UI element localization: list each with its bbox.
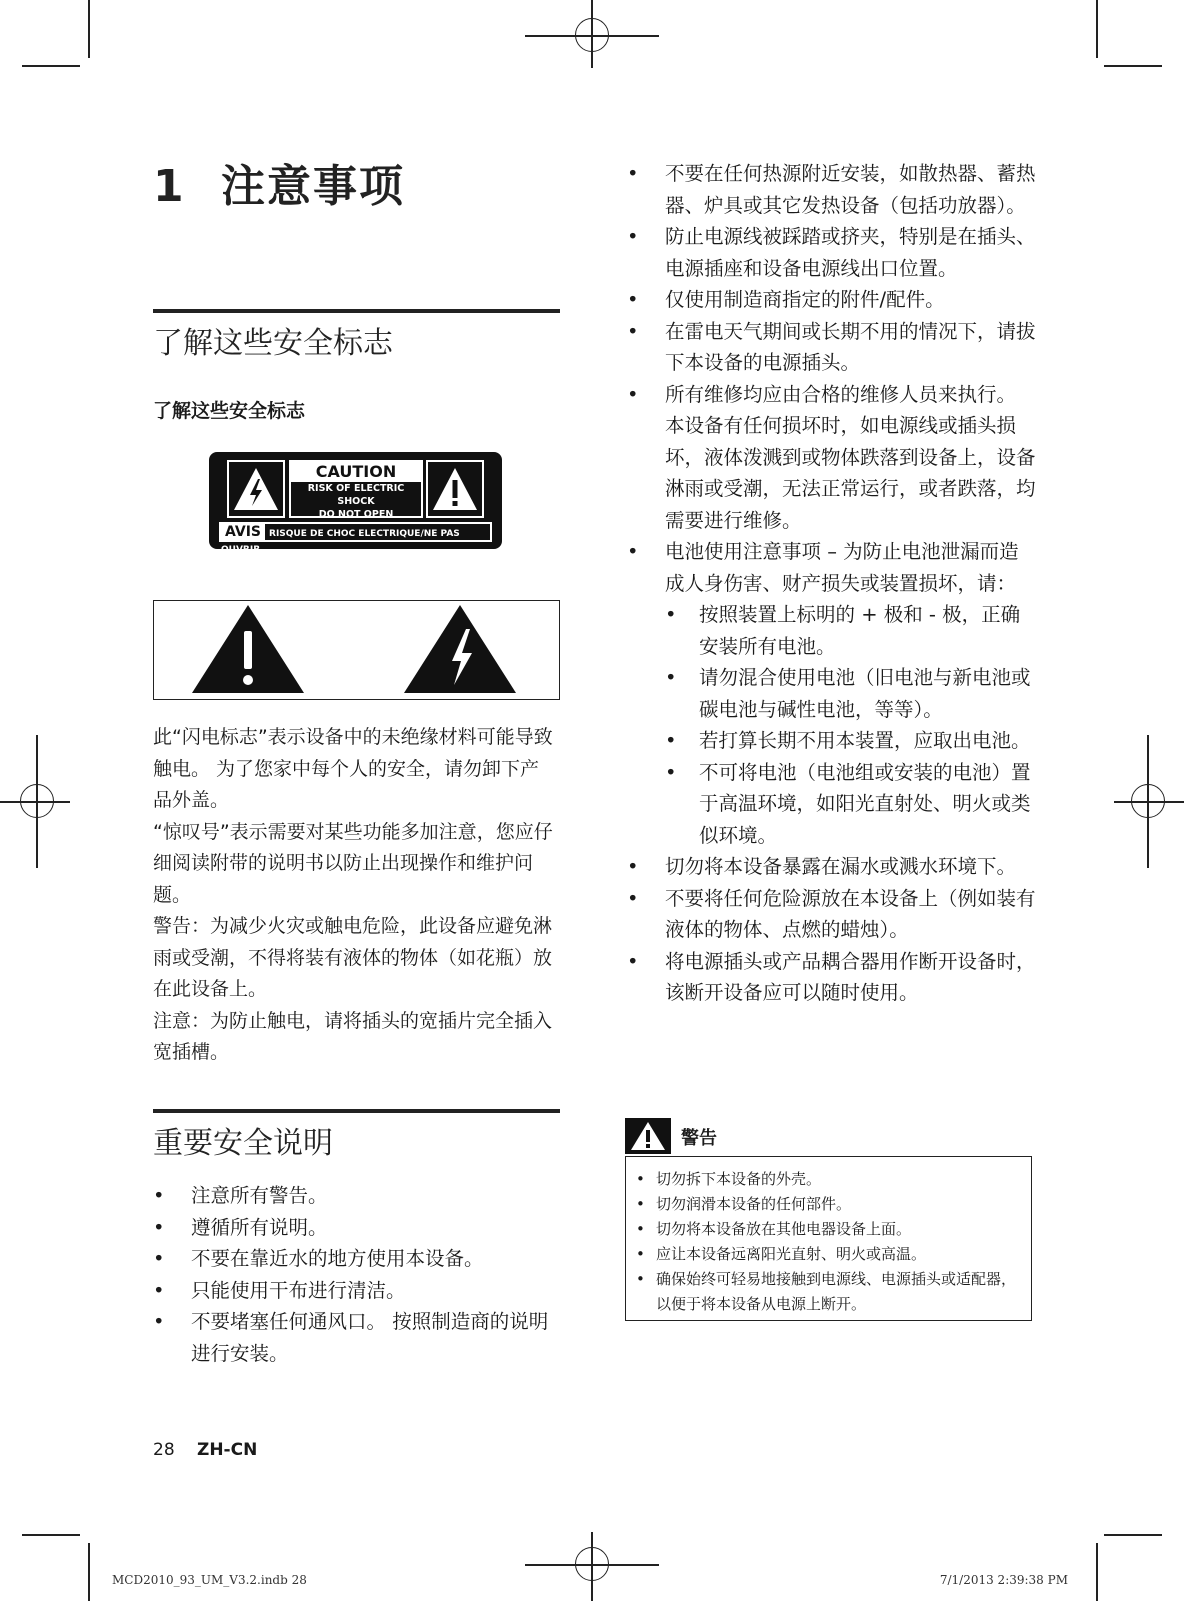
print-slug-file: MCD2010_93_UM_V3.2.indb 28 bbox=[112, 1573, 307, 1587]
registration-mark bbox=[36, 735, 38, 868]
exclamation-triangle-icon bbox=[192, 605, 304, 693]
registration-mark bbox=[1147, 735, 1149, 868]
list-item: • 所有维修均应由合格的维修人员来执行。 本设备有任何损坏时，如电源线或插头损坏，液体泼溅到或物体跌落到设备上，设备淋雨或受潮，无法正常运行，或者跌落，均需要进行维修。 bbox=[627, 379, 1037, 537]
list-item: • 切勿将本设备暴露在漏水或溅水环境下。 bbox=[627, 851, 1037, 883]
list-item: • 仅使用制造商指定的附件/配件。 bbox=[627, 284, 1037, 316]
section-title-safety-instructions: 重要安全说明 bbox=[153, 1126, 333, 1161]
list-item: • 不要堵塞任何通风口。 按照制造商的说明进行安装。 bbox=[153, 1306, 553, 1369]
chapter-title: 注意事项 bbox=[221, 161, 405, 212]
list-item: • 不要将任何危险源放在本设备上（例如装有液体的物体、点燃的蜡烛）。 bbox=[627, 883, 1037, 946]
list-item: • 将电源插头或产品耦合器用作断开设备时，该断开设备应可以随时使用。 bbox=[627, 946, 1037, 1009]
paragraph: 注意：为防止触电，请将插头的宽插片完全插入宽插槽。 bbox=[153, 1009, 553, 1063]
section-rule bbox=[153, 309, 560, 313]
list-item: • 注意所有警告。 bbox=[153, 1180, 553, 1212]
warning-box bbox=[625, 1156, 1032, 1321]
language-code: ZH-CN bbox=[197, 1440, 258, 1460]
crop-mark bbox=[1104, 1534, 1162, 1536]
registration-mark bbox=[591, 1532, 593, 1601]
warning-item: • 切勿将本设备放在其他电器设备上面。 bbox=[636, 1217, 1021, 1242]
caution-line: DO NOT OPEN bbox=[318, 509, 394, 520]
warning-item: • 切勿拆下本设备的外壳。 bbox=[636, 1167, 1021, 1192]
sub-list-item: • 不可将电池（电池组或安装的电池）置于高温环境，如阳光直射处、明火或类似环境。 bbox=[665, 757, 1037, 852]
warning-item: • 应让本设备远离阳光直射、明火或高温。 bbox=[636, 1242, 1021, 1267]
paragraph: 此“闪电标志”表示设备中的未绝缘材料可能导致触电。 为了您家中每个人的安全，请勿卸下产品外盖。 bbox=[153, 726, 553, 811]
warning-icon bbox=[625, 1118, 671, 1154]
list-item: • 防止电源线被踩踏或挤夹，特别是在插头、电源插座和设备电源线出口位置。 bbox=[627, 221, 1037, 284]
warning-item: • 切勿润滑本设备的任何部件。 bbox=[636, 1192, 1021, 1217]
list-item: • 不要在任何热源附近安装，如散热器、蓄热器、炉具或其它发热设备（包括功放器）。 bbox=[627, 158, 1037, 221]
crop-mark bbox=[22, 1534, 80, 1536]
crop-mark bbox=[1096, 1543, 1098, 1601]
warning-item: • 确保始终可轻易地接触到电源线、电源插头或适配器，以便于将本设备从电源上断开。 bbox=[636, 1267, 1021, 1317]
print-slug-date: 7/1/2013 2:39:38 PM bbox=[939, 1573, 1068, 1587]
avis-strip bbox=[219, 522, 492, 555]
avis-word: AVIS bbox=[221, 524, 265, 540]
warning-label: 警告 bbox=[681, 1128, 717, 1149]
lightning-triangle-icon bbox=[404, 605, 516, 693]
registration-mark bbox=[1114, 801, 1184, 803]
sub-list-item: • 若打算长期不用本装置，应取出电池。 bbox=[665, 725, 1037, 757]
section-rule bbox=[153, 1109, 560, 1113]
exclamation-warning-icon bbox=[426, 460, 484, 518]
lightning-warning-icon bbox=[227, 460, 285, 518]
paragraph: “惊叹号”表示需要对某些功能多加注意，您应仔细阅读附带的说明书以防止出现操作和维护问题。 bbox=[153, 820, 553, 906]
crop-mark bbox=[22, 65, 80, 67]
registration-mark bbox=[591, 0, 593, 68]
crop-mark bbox=[88, 1543, 90, 1601]
caution-word: CAUTION bbox=[291, 462, 421, 482]
section-title-safety-symbols: 了解这些安全标志 bbox=[153, 326, 393, 361]
chapter-number: 1 bbox=[153, 161, 186, 212]
list-item: • 只能使用干布进行清洁。 bbox=[153, 1275, 553, 1307]
sub-list-item: • 请勿混合使用电池（旧电池与新电池或碳电池与碱性电池，等等）。 bbox=[665, 662, 1037, 725]
registration-mark bbox=[0, 801, 70, 803]
list-item: • 在雷电天气期间或长期不用的情况下，请拔下本设备的电源插头。 bbox=[627, 316, 1037, 379]
instruction-list-left bbox=[153, 1180, 553, 1369]
battery-intro: 电池使用注意事项 – 为防止电池泄漏而造成人身伤害、财产损失或装置损坏，请： bbox=[665, 540, 1019, 595]
paragraph: 警告：为减少火灾或触电危险，此设备应避免淋雨或受潮，不得将装有液体的物体（如花瓶）放在此设备上。 bbox=[153, 915, 553, 1000]
list-item: • 不要在靠近水的地方使用本设备。 bbox=[153, 1243, 553, 1275]
safety-symbols-box bbox=[153, 600, 560, 700]
list-item: • 遵循所有说明。 bbox=[153, 1212, 553, 1244]
caution-text-block bbox=[289, 460, 423, 518]
subheading: 了解这些安全标志 bbox=[153, 400, 306, 422]
page-number: 28 bbox=[153, 1440, 175, 1460]
sub-list-item: • 按照装置上标明的 + 极和 - 极，正确安装所有电池。 bbox=[665, 599, 1037, 662]
crop-mark bbox=[1104, 65, 1162, 67]
caution-label bbox=[209, 452, 502, 555]
chapter-heading bbox=[153, 150, 405, 214]
crop-mark bbox=[88, 0, 90, 58]
caution-line: RISK OF ELECTRIC SHOCK bbox=[307, 483, 405, 507]
avis-text: RISQUE DE CHOC ELECTRIQUE/NE PAS OUVRIR bbox=[221, 529, 460, 555]
battery-sublist bbox=[665, 599, 1037, 851]
list-item bbox=[627, 536, 1037, 851]
crop-mark bbox=[1096, 0, 1098, 58]
instruction-list-right bbox=[627, 158, 1037, 1009]
symbol-explanations bbox=[153, 722, 553, 1069]
